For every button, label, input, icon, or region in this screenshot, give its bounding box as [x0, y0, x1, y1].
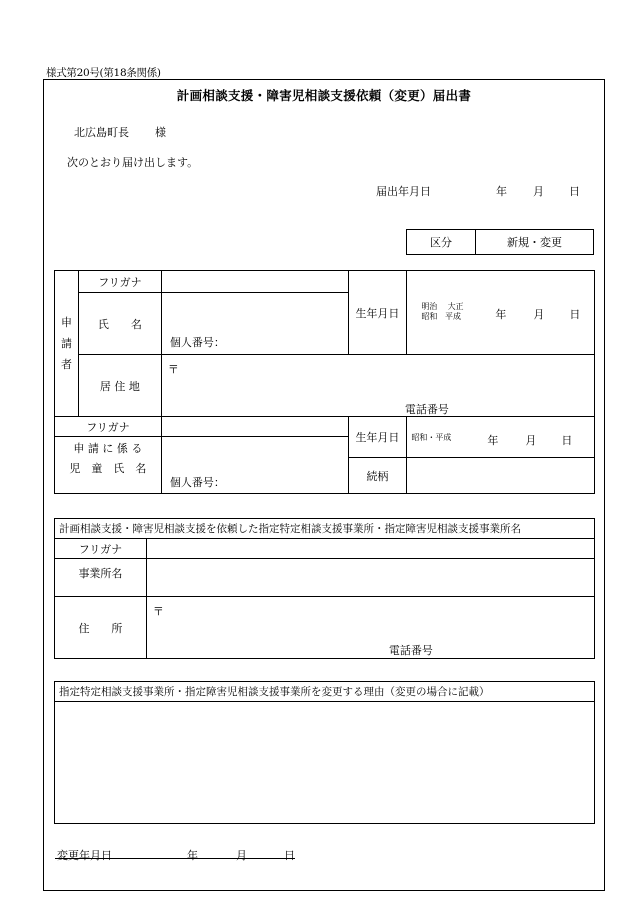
era-heisei: 平成: [445, 311, 462, 321]
form-number-label: 様式第20号(第18条関係): [46, 67, 161, 79]
office-furigana-field[interactable]: [146, 539, 594, 559]
office-name-label: 事業所名: [55, 559, 147, 597]
notification-date-day[interactable]: 日: [569, 185, 580, 198]
applicant-personal-number-label: 個人番号：: [169, 336, 225, 349]
notification-date-month[interactable]: 月: [533, 185, 544, 198]
office-postal-mark: 〒: [152, 605, 164, 618]
office-phone-label: 電話番号: [388, 644, 433, 657]
change-date-year[interactable]: 年: [187, 849, 198, 862]
applicant-dob-label: 生年月日: [348, 271, 407, 355]
change-date-month[interactable]: 月: [236, 849, 247, 862]
applicant-furigana-field[interactable]: [161, 271, 348, 293]
child-personal-number-label: 個人番号：: [169, 476, 225, 489]
applicant-dob-month: 月: [533, 307, 545, 321]
applicant-name-label: 氏 名: [78, 293, 161, 355]
child-dob-day: 日: [561, 434, 573, 447]
applicant-dob-day: 日: [569, 307, 581, 321]
child-dob-field[interactable]: [407, 417, 595, 458]
child-name-label-line2: 児 童 氏 名: [69, 462, 147, 475]
office-table: [54, 518, 595, 659]
applicant-dob-field[interactable]: [407, 271, 595, 355]
applicant-name-field[interactable]: [161, 293, 348, 355]
form-title: 計画相談支援・障害児相談支援依頼（変更）届出書: [176, 88, 472, 103]
intro-text: 次のとおり届け出します。: [67, 156, 199, 169]
era-meiji: 明治: [421, 301, 438, 311]
reason-heading: 指定特定相談支援事業所・指定障害児相談支援事業所を変更する理由（変更の場合に記載）: [55, 682, 595, 702]
office-heading: 計画相談支援・障害児相談支援を依頼した指定特定相談支援事業所・指定障害児相談支援事業所名: [55, 519, 595, 539]
change-date-day[interactable]: 日: [284, 849, 295, 862]
applicant-phone-label: 電話番号: [404, 403, 449, 416]
era-taisho: 大正: [447, 301, 464, 311]
child-name-field[interactable]: [161, 437, 348, 494]
category-value[interactable]: 新規・変更: [507, 236, 562, 249]
office-address-label: 住 所: [55, 597, 147, 659]
reason-field[interactable]: [55, 702, 595, 824]
applicant-char-2: 請: [60, 337, 72, 350]
change-date-label: 変更年月日: [57, 849, 112, 862]
notification-date-label: 届出年月日: [376, 185, 431, 198]
child-era-options: 昭和・平成: [411, 433, 452, 442]
addressee-honorific: 様: [155, 126, 166, 139]
child-dob-month: 月: [525, 434, 537, 447]
applicant-dob-year: 年: [495, 307, 507, 321]
addressee: [74, 124, 166, 140]
child-relation-field[interactable]: [407, 458, 595, 494]
child-dob-label: 生年月日: [348, 417, 407, 458]
category-box: [406, 229, 594, 255]
applicant-furigana-label: フリガナ: [78, 271, 161, 293]
applicant-group-label: [55, 271, 79, 417]
notification-date-year[interactable]: 年: [496, 185, 507, 198]
addressee-name: 北広島町長: [74, 126, 129, 139]
change-date-underline: [55, 858, 295, 859]
applicant-era-options: [421, 302, 463, 322]
child-name-label: [55, 437, 162, 494]
era-showa: 昭和: [421, 311, 438, 321]
applicant-address-label: 居 住 地: [78, 355, 161, 417]
child-relation-label: 続柄: [348, 458, 407, 494]
applicant-address-field[interactable]: [161, 355, 594, 417]
office-address-field[interactable]: [146, 597, 594, 659]
child-furigana-field[interactable]: [161, 417, 348, 437]
child-furigana-label: フリガナ: [55, 417, 162, 437]
reason-table: [54, 681, 595, 824]
applicant-postal-mark: 〒: [167, 363, 179, 376]
applicant-char-1: 申: [60, 316, 72, 329]
office-furigana-label: フリガナ: [55, 539, 147, 559]
child-name-label-line1: 申 請 に 係 る: [73, 442, 143, 455]
applicant-table: [54, 270, 595, 494]
child-dob-year: 年: [487, 434, 499, 447]
applicant-char-3: 者: [60, 358, 72, 371]
category-label: 区分: [407, 230, 476, 254]
office-name-field[interactable]: [146, 559, 594, 597]
